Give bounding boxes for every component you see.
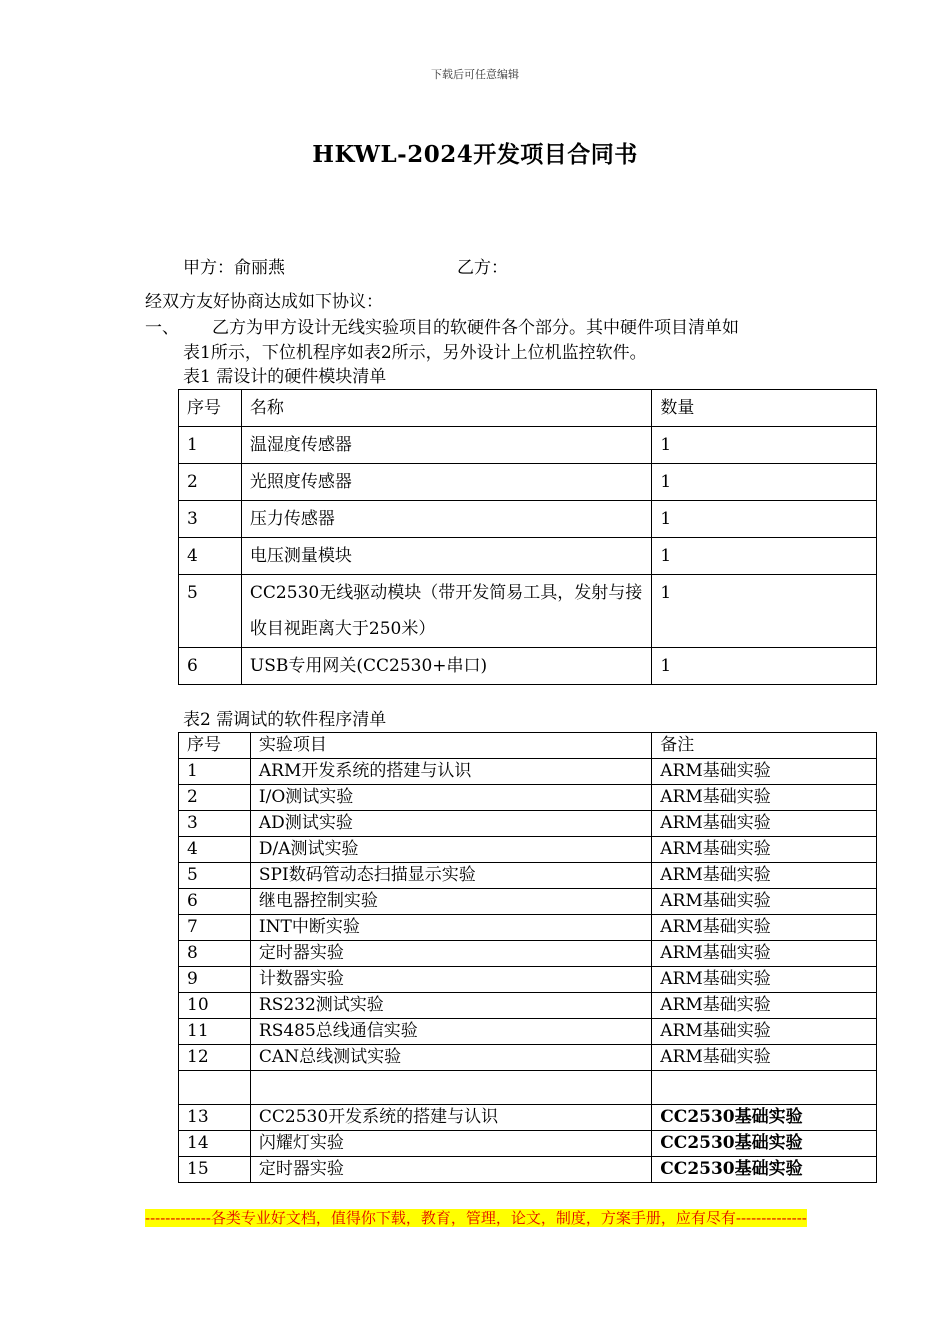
party-b: 乙方：: [457, 258, 508, 278]
table1-caption: 表1 需设计的硬件模块清单: [183, 367, 387, 387]
table-cell: 10: [179, 993, 251, 1019]
table-cell: 压力传感器: [241, 501, 651, 538]
table-row: [179, 648, 877, 685]
table-cell: 定时器实验: [250, 941, 651, 967]
table-row: [179, 1157, 877, 1183]
table-cell: 5: [179, 575, 242, 648]
clause-line-1: 乙方为甲方设计无线实验项目的软硬件各个部分。其中硬件项目清单如: [212, 318, 739, 338]
table-cell: 计数器实验: [250, 967, 651, 993]
table-header-cell: 数量: [652, 390, 877, 427]
table-cell: [652, 1071, 877, 1105]
table-cell: 1: [652, 427, 877, 464]
table-cell: 4: [179, 538, 242, 575]
footer-ad-text: -------------各类专业好文档，值得你下载，教育，管理，论文，制度，方案手册，应有尽有--------------: [145, 1209, 807, 1227]
table-cell: CAN总线测试实验: [250, 1045, 651, 1071]
table-cell: 1: [179, 759, 251, 785]
table-header-row: [179, 733, 877, 759]
table-cell: ARM基础实验: [652, 1019, 877, 1045]
table-row: [179, 967, 877, 993]
table-row: [179, 811, 877, 837]
table-header-cell: 序号: [179, 733, 251, 759]
table-row: [179, 501, 877, 538]
table-header-cell: 序号: [179, 390, 242, 427]
table-cell: ARM基础实验: [652, 941, 877, 967]
table-cell: 1: [652, 575, 877, 648]
table-row: [179, 863, 877, 889]
table-cell: ARM基础实验: [652, 889, 877, 915]
table-row: [179, 1045, 877, 1071]
table-row: [179, 1131, 877, 1157]
table-cell: ARM基础实验: [652, 811, 877, 837]
table-cell: ARM开发系统的搭建与认识: [250, 759, 651, 785]
table-row: [179, 1019, 877, 1045]
table-row: [179, 889, 877, 915]
table-cell: 温湿度传感器: [241, 427, 651, 464]
table-cell: ARM基础实验: [652, 759, 877, 785]
table-cell: 3: [179, 811, 251, 837]
table-cell: 11: [179, 1019, 251, 1045]
table-cell: 6: [179, 889, 251, 915]
table-cell: CC2530基础实验: [652, 1157, 877, 1183]
table-row: [179, 538, 877, 575]
table-cell: ARM基础实验: [652, 1045, 877, 1071]
table-header-cell: 名称: [241, 390, 651, 427]
header-note: 下载后可任意编辑: [431, 68, 519, 81]
table-cell: RS232测试实验: [250, 993, 651, 1019]
table-cell: CC2530开发系统的搭建与认识: [250, 1105, 651, 1131]
table-row: [179, 759, 877, 785]
table2-caption: 表2 需调试的软件程序清单: [183, 710, 387, 730]
table-cell: 4: [179, 837, 251, 863]
agreement-intro: 经双方友好协商达成如下协议：: [145, 292, 383, 312]
table-cell: [250, 1071, 651, 1105]
clause-line-2: 表1所示，下位机程序如表2所示，另外设计上位机监控软件。: [183, 343, 647, 363]
table-row: [179, 993, 877, 1019]
table-cell: 14: [179, 1131, 251, 1157]
table-cell: ARM基础实验: [652, 863, 877, 889]
table-cell: CC2530基础实验: [652, 1105, 877, 1131]
table-header-cell: 备注: [652, 733, 877, 759]
table-row: [179, 837, 877, 863]
table-cell: 2: [179, 785, 251, 811]
table-cell: 1: [179, 427, 242, 464]
table-cell: RS485总线通信实验: [250, 1019, 651, 1045]
table-row: [179, 1105, 877, 1131]
table-row: [179, 785, 877, 811]
table-cell: 3: [179, 501, 242, 538]
hardware-module-table: [178, 389, 877, 685]
table-row: [179, 575, 877, 648]
footer-advertisement: [145, 1208, 810, 1228]
table-cell: SPI数码管动态扫描显示实验: [250, 863, 651, 889]
table-cell: 9: [179, 967, 251, 993]
table-cell: 1: [652, 538, 877, 575]
table-cell: INT中断实验: [250, 915, 651, 941]
table-cell: I/O测试实验: [250, 785, 651, 811]
table-cell: 8: [179, 941, 251, 967]
table-cell: 1: [652, 648, 877, 685]
table-cell: 电压测量模块: [241, 538, 651, 575]
table-cell: 1: [652, 464, 877, 501]
table-cell: AD测试实验: [250, 811, 651, 837]
table-header-cell: 实验项目: [250, 733, 651, 759]
table-cell: 6: [179, 648, 242, 685]
table-cell: 2: [179, 464, 242, 501]
table-cell: USB专用网关(CC2530+串口): [241, 648, 651, 685]
table-cell: 继电器控制实验: [250, 889, 651, 915]
table-cell: 光照度传感器: [241, 464, 651, 501]
table-cell: 5: [179, 863, 251, 889]
table-row: [179, 915, 877, 941]
table-cell: ARM基础实验: [652, 837, 877, 863]
table-cell: 13: [179, 1105, 251, 1131]
clause-number: 一、: [145, 318, 179, 338]
software-program-table: [178, 732, 877, 1183]
table-cell: 定时器实验: [250, 1157, 651, 1183]
table-cell: 15: [179, 1157, 251, 1183]
table-cell: CC2530基础实验: [652, 1131, 877, 1157]
table-cell: 7: [179, 915, 251, 941]
table-row: [179, 941, 877, 967]
table-cell: [179, 1071, 251, 1105]
table-cell: ARM基础实验: [652, 915, 877, 941]
table-cell: ARM基础实验: [652, 967, 877, 993]
table-header-row: [179, 390, 877, 427]
table-row: [179, 427, 877, 464]
party-a: 甲方：俞丽燕: [183, 258, 285, 278]
table-cell: ARM基础实验: [652, 785, 877, 811]
table-cell: 1: [652, 501, 877, 538]
table-row: [179, 464, 877, 501]
table-row: [179, 1071, 877, 1105]
table-cell: D/A测试实验: [250, 837, 651, 863]
table-cell: CC2530无线驱动模块（带开发简易工具，发射与接收目视距离大于250米）: [241, 575, 651, 648]
table-cell: 12: [179, 1045, 251, 1071]
document-title: HKWL-2024开发项目合同书: [312, 141, 638, 168]
table-cell: ARM基础实验: [652, 993, 877, 1019]
table-cell: 闪耀灯实验: [250, 1131, 651, 1157]
